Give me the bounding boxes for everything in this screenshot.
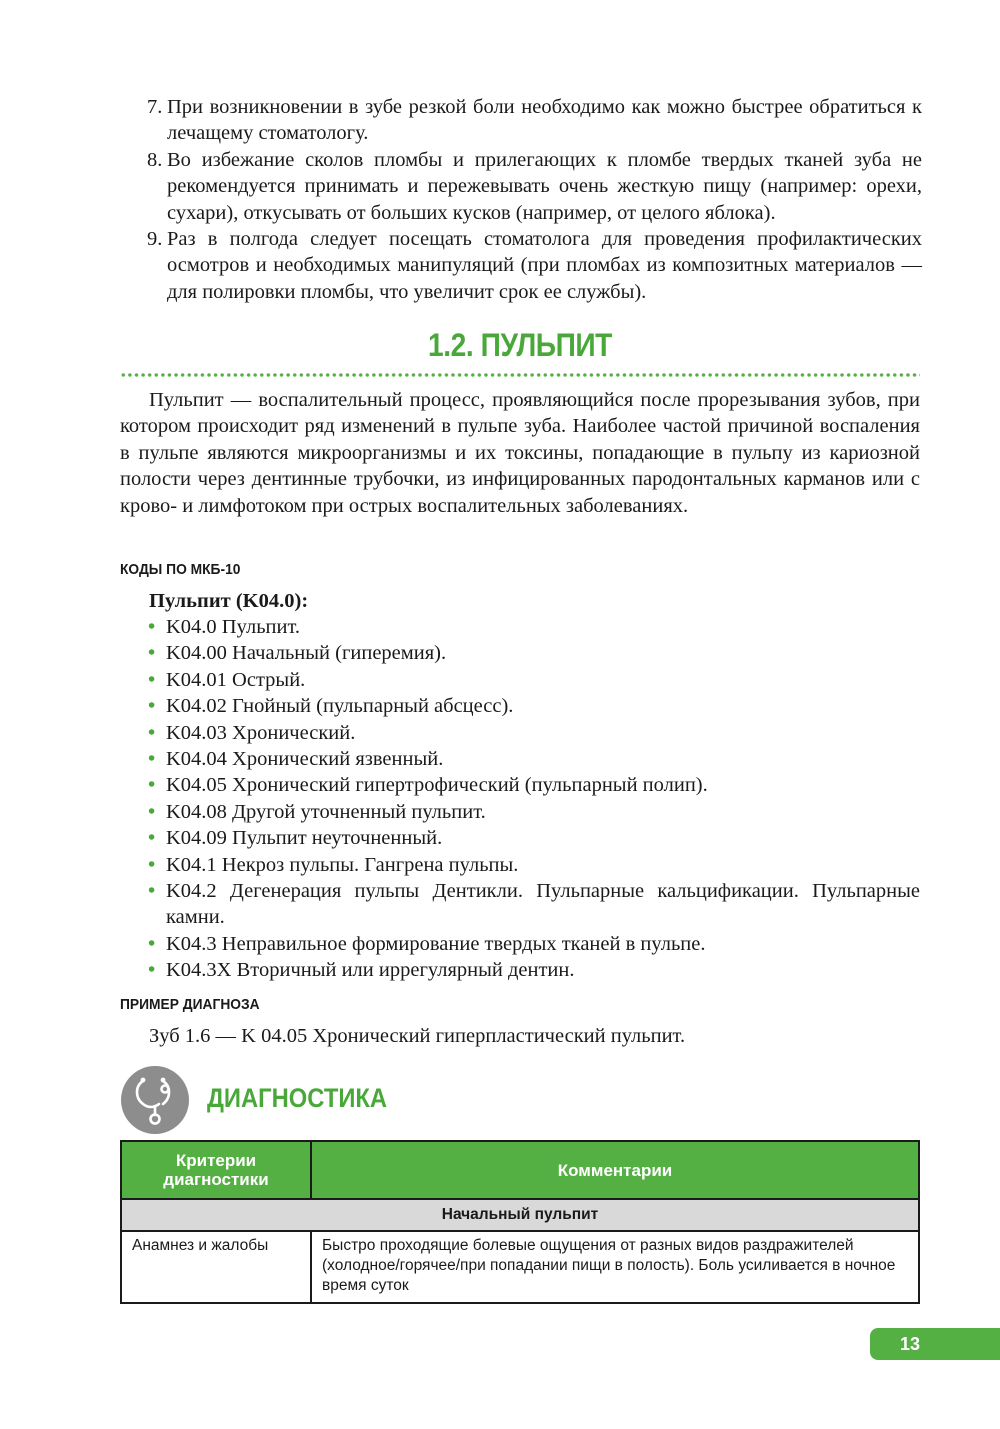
bullet-icon: • <box>148 959 156 982</box>
example-heading: ПРИМЕР ДИАГНОЗА <box>120 996 260 1013</box>
table-row <box>121 1231 919 1303</box>
list-item: • K04.08 Другой уточненный пульпит. <box>148 799 920 825</box>
table-section-row <box>121 1199 919 1231</box>
bullet-icon: • <box>148 853 156 876</box>
list-item: 7. При возникновении в зубе резкой боли необходимо как можно быстрее обратиться к лечащему стоматологу. <box>147 96 922 145</box>
list-item: • K04.3X Вторичный или иррегулярный дентин. <box>148 957 920 983</box>
diagnostics-title: ДИАГНОСТИКА <box>207 1083 388 1113</box>
list-item: • K04.05 Хронический гипертрофический (пульпарный полип). <box>148 772 920 798</box>
dotted-divider <box>120 372 920 378</box>
column-header-comments: Комментарии <box>311 1141 919 1199</box>
table-header-row <box>121 1141 919 1199</box>
list-item: • K04.2 Дегенерация пульпы Дентикли. Пульпарные кальцификации. Пульпарные камни. <box>148 878 920 931</box>
stethoscope-icon <box>121 1066 189 1134</box>
comment-cell: Быстро проходящие болевые ощущения от разных видов раздражителей (холодное/горячее/при попадании пищи в полость). Боль усиливается в ночное время суток <box>311 1231 919 1303</box>
list-item: • K04.04 Хронический язвенный. <box>148 746 920 772</box>
list-item: • K04.09 Пульпит неуточненный. <box>148 825 920 851</box>
list-item: • K04.1 Некроз пульпы. Гангрена пульпы. <box>148 852 920 878</box>
list-item: • K04.02 Гнойный (пульпарный абсцесс). <box>148 693 920 719</box>
list-item: • K04.00 Начальный (гиперемия). <box>148 640 920 666</box>
list-item: • K04.03 Хронический. <box>148 720 920 746</box>
bullet-icon: • <box>148 721 156 744</box>
bullet-icon: • <box>148 668 156 691</box>
list-item: • K04.01 Острый. <box>148 667 920 693</box>
intro-paragraph: Пульпит — воспалительный процесс, проявляющийся после прорезывания зубов, при котором происходит ряд изменений в пульпе зуба. Наиболее частой причиной воспаления в пульпе являются микроорганизмы и их токсины, попадающие в пульпу из кариозной полости через дентинные трубочки, из инфицированных пародонтальных карманов или с крово- и лимфотоком при острых воспалительных заболеваниях. <box>120 389 920 517</box>
bullet-icon: • <box>148 932 156 955</box>
criterion-cell: Анамнез и жалобы <box>121 1231 311 1303</box>
chapter-title: 1.2. ПУЛЬПИТ <box>428 327 612 363</box>
icd-group-title: Пульпит (K04.0): <box>149 590 309 612</box>
bullet-icon: • <box>148 642 156 665</box>
bullet-icon: • <box>148 800 156 823</box>
list-item: 8. Во избежание сколов пломбы и прилегающих к пломбе твердых тканей зуба не рекомендуется принимать и пережевывать очень жесткую пищу (например: орехи, сухари), откусывать от больших кусков (например, от целого яблока). <box>147 148 922 224</box>
diagnostics-table <box>120 1140 920 1304</box>
list-item: 9. Раз в полгода следует посещать стоматолога для проведения профилактических осмотров и необходимых манипуляций (при пломбах из композитных материалов — для полировки пломбы, что увеличит срок ее службы). <box>147 228 922 303</box>
list-item: • K04.3 Неправильное формирование твердых тканей в пульпе. <box>148 931 920 957</box>
column-header-criteria: Критерии диагностики <box>121 1141 311 1199</box>
bullet-icon: • <box>148 880 156 903</box>
list-item: • K04.0 Пульпит. <box>148 614 920 640</box>
icd-codes-list <box>148 614 920 984</box>
bullet-icon: • <box>148 695 156 718</box>
bullet-icon: • <box>148 748 156 771</box>
bullet-icon: • <box>148 616 156 638</box>
bullet-icon: • <box>148 774 156 797</box>
example-text: Зуб 1.6 — K 04.05 Хронический гиперпластический пульпит. <box>149 1025 686 1047</box>
section-title: Начальный пульпит <box>121 1199 919 1231</box>
icd-heading: КОДЫ ПО МКБ-10 <box>120 561 241 578</box>
page-number: 13 <box>870 1328 1000 1360</box>
bullet-icon: • <box>148 827 156 850</box>
recommendations-list <box>147 94 922 305</box>
